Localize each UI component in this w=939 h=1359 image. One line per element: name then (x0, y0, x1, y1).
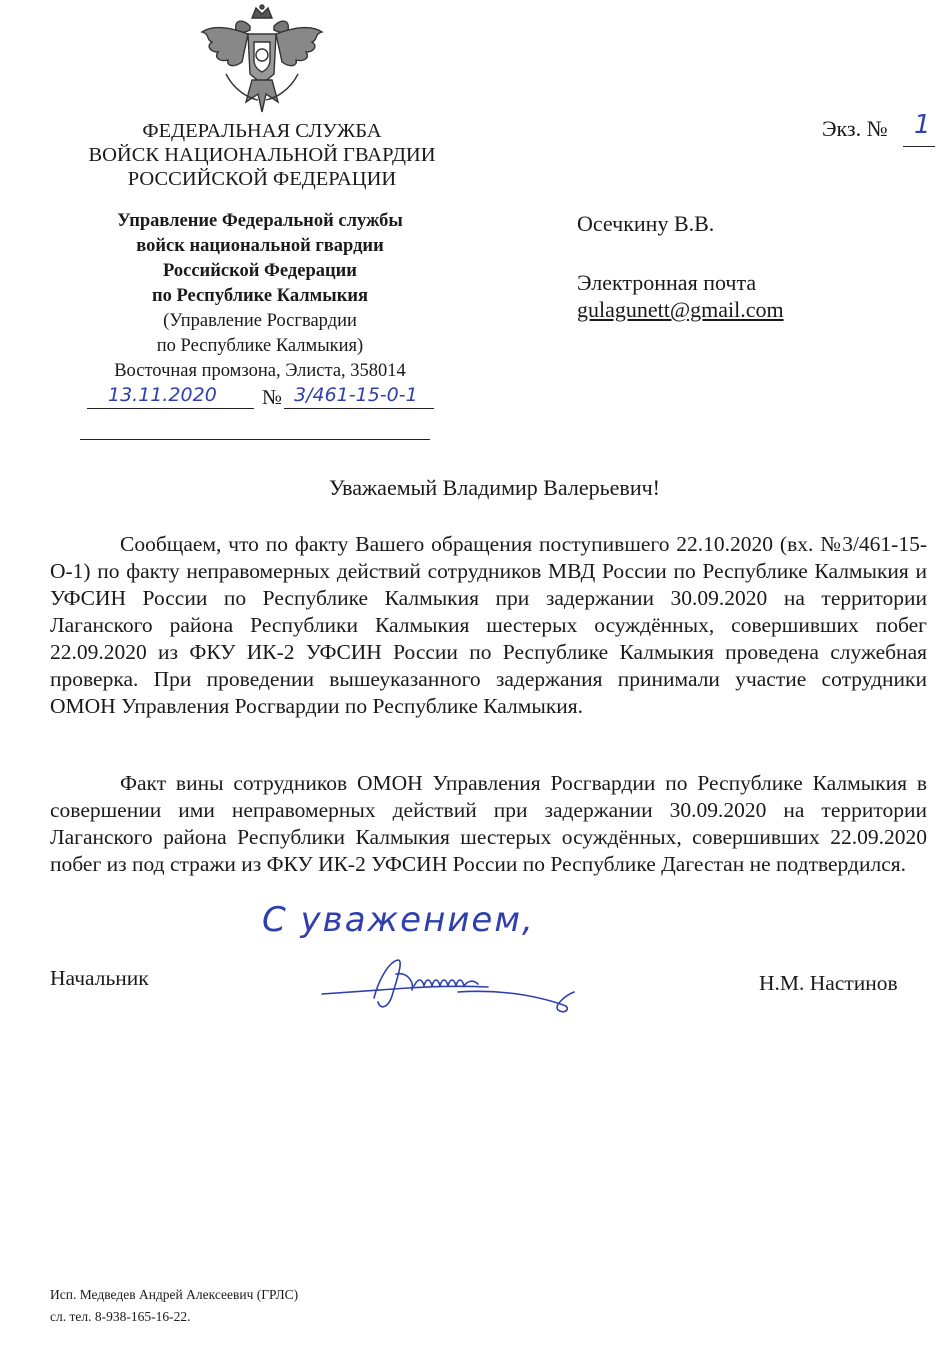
department-block (80, 209, 440, 384)
reference-line (80, 439, 430, 440)
executor-phone: сл. тел. 8-938-165-16-22. (50, 1309, 191, 1324)
paragraph-2: Факт вины сотрудников ОМОН Управления Росгвардии по Республике Калмыкия в совершении ими неправомерных действий при задержании 30.09.2020 на территории Лаганского района Республики Калмыкия шестерых осуждённых, совершивших 22.09.2020 побег из под стражи из ФКУ ИК-2 УФСИН России по Республике Дагестан не подтвердился. (50, 771, 927, 876)
emblem-icon (196, 4, 328, 116)
paragraph-1: Сообщаем, что по факту Вашего обращения поступившего 22.10.2020 (вх. №3/461-15-О-1) по факту неправомерных действий сотрудников МВД России по Республике Калмыкия и УФСИН России по Республике Калмыкия при задержании 30.09.2020 на территории Лаганского района Республики Калмыкия шестерых осуждённых, совершивших побег 22.09.2020 из ФКУ ИК-2 УФСИН России по Республике Калмыкия проведена служебная проверка. При проведении вышеуказанного задержания принимали участие сотрудники ОМОН Управления Росгвардии по Республике Калмыкия. (50, 532, 927, 718)
copy-label: Экз. № (822, 116, 888, 141)
org-line: ФЕДЕРАЛЬНАЯ СЛУЖБА (142, 120, 382, 142)
dept-line: Российской Федерации (163, 261, 357, 281)
greeting: Уважаемый Владимир Валерьевич! (329, 475, 660, 500)
date-underline (87, 408, 254, 409)
executor-line: Исп. Медведев Андрей Алексеевич (ГРЛС) (50, 1287, 299, 1302)
signature-scribble (318, 952, 578, 1024)
recipient-email: gulagunett@gmail.com (577, 297, 784, 322)
recipient-name: Осечкину В.В. (577, 211, 715, 236)
copy-underline (903, 146, 935, 147)
org-name (60, 119, 464, 191)
org-line: РОССИЙСКОЙ ФЕДЕРАЦИИ (127, 168, 397, 190)
dept-line: по Республике Калмыкия (151, 286, 369, 306)
handwritten-number: 3/461-15-0-1 (294, 384, 418, 406)
dept-line: Управление Федеральной службы (117, 211, 403, 231)
handwritten-closing: С уважением, (262, 900, 535, 940)
address-line: Восточная промзона, Элиста, 358014 (114, 361, 406, 381)
org-line: ВОЙСК НАЦИОНАЛЬНОЙ ГВАРДИИ (88, 144, 436, 166)
number-label: № (262, 385, 283, 409)
dept-line: по Республике Калмыкия) (156, 336, 364, 356)
signer-role: Начальник (50, 966, 149, 990)
number-underline (284, 408, 434, 409)
dept-line: (Управление Росгвардии (163, 311, 357, 331)
signer-name: Н.М. Настинов (759, 971, 898, 995)
copy-number: 1 (914, 110, 931, 140)
handwritten-date: 13.11.2020 (108, 384, 217, 406)
email-label: Электронная почта (577, 270, 757, 295)
dept-line: войск национальной гвардии (136, 236, 384, 256)
